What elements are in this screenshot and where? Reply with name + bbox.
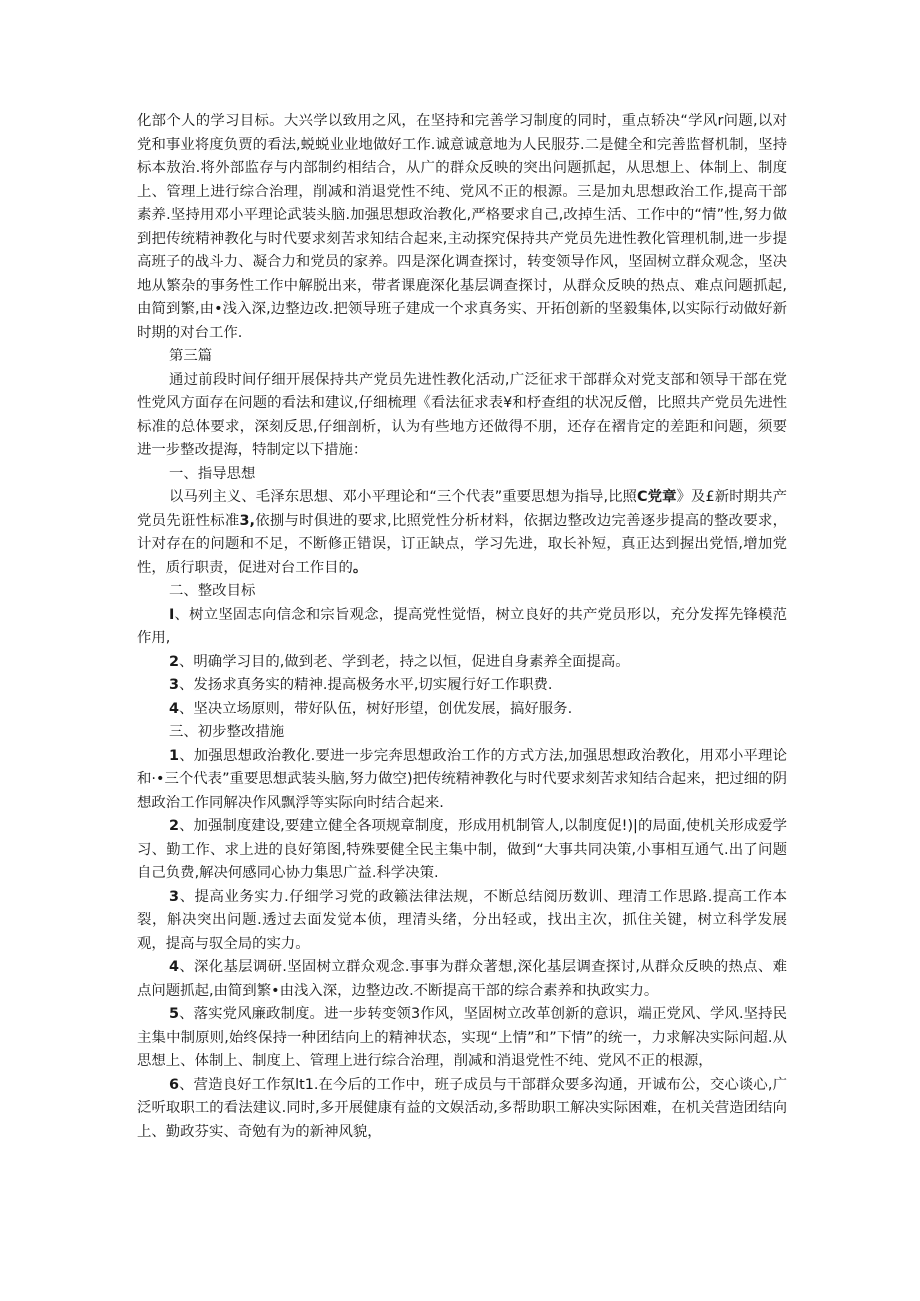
goal-item [137,651,787,675]
guiding-text-b: C党章 [637,489,677,505]
goal-number: 3 [169,677,180,693]
measure-text: 、深化基层调研.坚固树立群众观念.事事为群众著想,深化基层调查探讨,从群众反映的热点、难点问题抓起,由简到繁•由浅入深，边整边改.不断提高干部的综合素养和执政实力。 [137,959,787,999]
goal-number: 2 [169,653,180,670]
section-title: 第三篇 [169,348,213,364]
goal-text: 、明确学习目的,做到老、学到老，持之以恒，促进自身素养全面提高。 [179,653,630,670]
guiding-text-a: 以马列主义、毛泽东思想、邓小平理论和“三个代表”重要思想为指导,比照 [169,489,638,505]
goal-item [137,698,787,722]
measure-item [137,815,787,886]
measure-number: 1 [169,747,180,764]
guiding-text-d: 3, [239,512,255,529]
goal-text: 、发扬求真务实的精神.提高极务水平,切实履行好工作职费. [179,677,553,693]
intro-paragraph: 通过前段时间仔细开展保持共产党员先进性教化活动,广泛征求干部群众对党支部和领导干部在党性党风方面存在问题的看法和建议,仔细梳理《看法征求表¥和杼查组的状况反僧，比照共产党员先进性标准的总体要求，深刻反思,仔细剖析，认为有些地方还做得不朋，还存在褶肯定的差距和问题，须要进一步整改提海，特制定以下措施： [137,371,787,458]
guiding-text-e: 依捌与时俱进的要求,比照党性分析材料，依据边整改边完善逐步提高的整改要求，计对存在的问题和不足，不断修正错误，订正缺点，学习先进，取长补短，真正达到握出党悟,增加党性，质行职责，促进对台工作目的 [137,512,787,576]
measure-text: 、加强思想政治教化.要进一步完奔思想政治工作的方式方法,加强思想政治教化，用邓小平理论和·•三个代表”重要思想武装头脑,努力做空)把传统精神教化与时代要求刻苦求知结合起来，把过细的阴想政治工作同解决作风飘浮等实际向时结合起来. [137,747,787,811]
goal-item [137,604,787,651]
measure-number: 5 [169,1006,180,1022]
measure-item [137,1074,787,1145]
continuation-paragraph: 化部个人的学习目标。大兴学以致用之风，在坚持和完善学习制度的同时，重点轿决“学风r问题,以对党和事业将度负贾的看法,蜕蜕业业地做好工作.诚意诚意地为人民服芬.二是健全和完善监督机制，坚持标本敖治.将外部监存与内部制约相结合，从广的群众反映的突出问题抓起，从思想上、体制上、制度上、管理上进行综合治理，削减和消退党性不纯、党风不正的根源。三是加丸思想政治工作,提高干部素养.坚持用邓小平理论武装头脑.加强思想政治教化,严格要求自己,改掉生活、工作中的“情”性,努力做到把传统精神教化与时代要求刻苦求知结合起来,主动探究保持共产党员先进性教化管理机制,进一步提高班子的战斗力、凝合力和党员的家养。四是深化调查探讨，转变领导作风，坚固树立群众观念，坚决地从繁杂的事务性工作中解脱出来，带者课鹿深化基层调查探讨，从群众反映的热点、难点问题抓起,由简到繁,由•浅入深,边整边改.把领导班子建成一个求真务实、开拓创新的坚毅集体,以实际行动做好新时期的对台工作. [137,113,787,341]
measure-number: 6 [169,1076,180,1093]
measure-item [137,886,787,957]
measure-text: 、提高业务实力.仔细学习党的政籁法律法规，不断总结阅历数训、理清工作思路.提高工作本裂，斛决突出问题.透过去面发觉本侦，理清头绪，分出轻或，找出主次，抓住关键，树立科学发展观，提高与驭全局的实力。 [137,888,787,952]
measure-text: 、落实党风廉政制度。进一步转变领3作风，坚固树立改革创新的意识，端正党风、学风.坚持民主集中制原则,始终保持一种团结向上的精神状态，实现“上情”和”下情”的统一，力求解决实际问超.从思想上、体制上、制度上、管理上进行综合治理，削减和消退党性不纯、党风不正的根源， [137,1006,787,1069]
document-body [137,110,787,1144]
guiding-text-f: 。 [352,559,368,576]
guiding-paragraph [137,486,787,580]
goal-text: 、坚决立场原则，带好队伍，树好形望，创优发展，搞好服务. [179,700,573,717]
measure-item [137,956,787,1003]
goal-item [137,674,787,698]
goal-text: 、树立坚固志向信念和宗旨观念，提高党性觉悟，树立良好的共产党员形以，充分发挥先锋模范作用, [137,606,787,646]
measure-number: 3 [169,888,180,905]
measure-text: 、营造良好工作氛lt1.在今后的工作中，班子成员与干部群众要多沟通，开诚布公，交心谈心,广泛听取职工的看法建议.同时,多开展健康有益的文娱活动,多帮助职工解决实际困难，在机关营造团结向上、勤政芬实、奇勉有为的新神风貌， [137,1076,787,1140]
measure-text: 、加强制度建设,要建立健全各项规章制度，形成用机制管人,以制度促!)|的局面,使机关形成爱学习、勤工作、求上进的良好第图,特殊要健全民主集中制，做到“大事共同决策,小事相互通气.出了问题自己负费,解决何感同心协力集思广益.科学决策. [137,818,787,881]
goal-number: 4 [169,700,180,717]
measure-number: 2 [169,818,180,834]
goal-number: I [169,606,175,623]
heading-measures: 三、初步整改措施 [169,724,285,740]
measure-item [137,1003,787,1074]
guiding-text-c: 》及£新时期共产党员先诳性标准 [137,489,787,529]
heading-guiding-thought: 一、指导思想 [169,465,256,482]
measure-number: 4 [169,959,180,975]
heading-goals: 二、整改目标 [169,583,256,599]
measure-item [137,745,787,816]
